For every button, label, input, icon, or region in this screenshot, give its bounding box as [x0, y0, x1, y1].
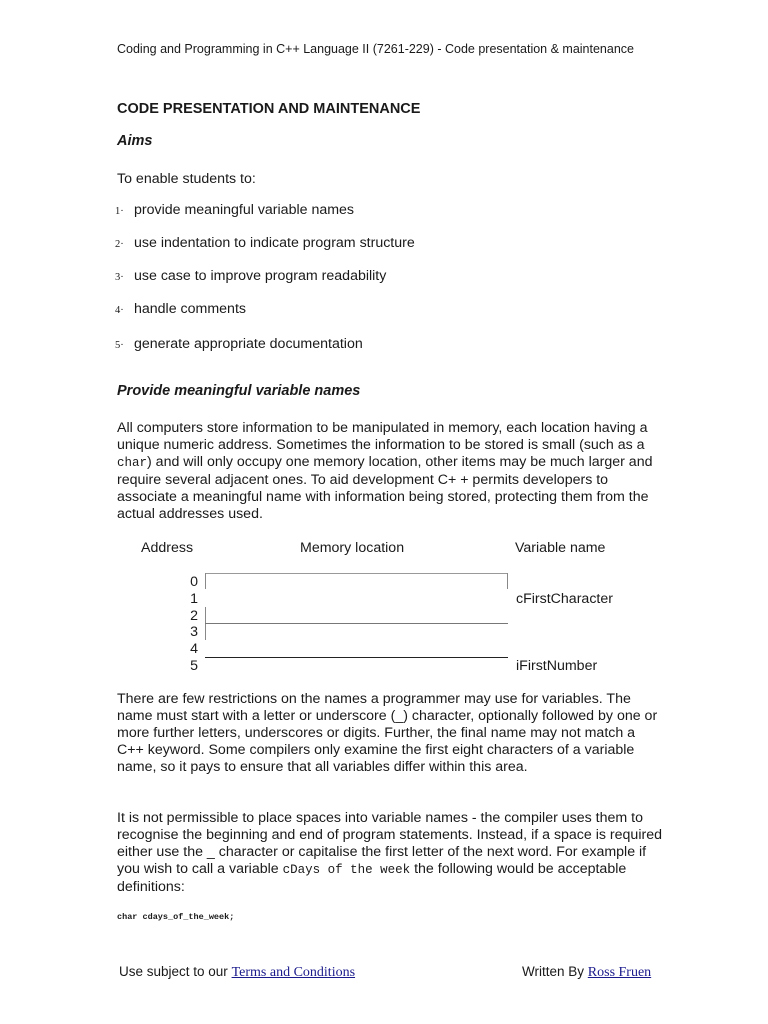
paragraph-text: It is not permissible to place spaces into variable names - the compiler uses them to recognise the beginning and end of program statements. Instead, if a space is required either use the _ character or capitalise the first letter of the next word. For example if you wish to call a variable [117, 810, 662, 877]
aim-number: 4· [115, 305, 124, 316]
aim-item-1 [115, 202, 354, 218]
paragraph-memory [117, 420, 662, 523]
aim-number: 5· [115, 340, 124, 351]
aim-item-5 [115, 336, 363, 352]
column-header-varname: Variable name [515, 540, 606, 556]
aim-text: use case to improve program readability [134, 268, 387, 284]
address-3: 3 [190, 624, 198, 640]
aim-item-2 [115, 235, 415, 251]
footer-written-by: Written By [522, 964, 585, 979]
address-5: 5 [190, 658, 198, 674]
page-header: Coding and Programming in C++ Language II (7261-229) - Code presentation & maintenance [117, 42, 634, 56]
column-header-memory: Memory location [300, 540, 405, 556]
address-0: 0 [190, 574, 198, 590]
inline-code: cDays of the week [282, 863, 411, 877]
column-header-address: Address [141, 540, 194, 556]
aim-number: 3· [115, 272, 124, 283]
aim-item-4 [115, 301, 246, 317]
section-heading: Provide meaningful variable names [117, 383, 361, 399]
memory-cell-top-border [205, 573, 508, 574]
address-1: 1 [190, 591, 198, 607]
footer-author [522, 964, 651, 981]
paragraph-restrictions: There are few restrictions on the names a programmer may use for variables. The name must start with a letter or underscore (_) character, optionally followed by one or more further letters, underscores or digits. Further, the final name may not match a C++ keyword. Some compilers only examine the first eight characters of a variable name, so it pays to ensure that all variables differ within this area. [117, 691, 658, 775]
inline-code: char [117, 456, 148, 470]
paragraph-text: ) and will only occupy one memory location, other items may be much larger and require several adjacent ones. To aid development C+ + permits developers to associate a meaningful name with information being stored, protecting them from the actual addresses used. [117, 454, 653, 522]
aim-text: provide meaningful variable names [134, 202, 355, 218]
aim-text: generate appropriate documentation [134, 336, 363, 352]
memory-cell-left-border [205, 573, 206, 589]
terms-link[interactable]: Terms and Conditions [231, 965, 356, 980]
address-2: 2 [190, 608, 198, 624]
code-example: char cdays_of_the_week; [117, 912, 235, 922]
aim-number: 1· [115, 206, 124, 217]
aim-number: 2· [115, 239, 124, 250]
aim-text: handle comments [134, 301, 246, 317]
memory-cell-divider [205, 623, 508, 624]
footer-use-text: Use subject to our [119, 964, 228, 979]
intro-text: To enable students to: [117, 171, 256, 187]
paragraph-spaces [117, 810, 662, 896]
paragraph-text: All computers store information to be manipulated in memory, each location having a unique numeric address. Sometimes the information to be stored is small (such as a [117, 420, 648, 453]
memory-cell-right-border [507, 573, 508, 589]
aims-heading: Aims [117, 133, 153, 149]
memory-cell-bottom-border [205, 657, 508, 658]
author-link[interactable]: Ross Fruen [587, 965, 652, 980]
footer-terms [119, 964, 355, 981]
page-title: CODE PRESENTATION AND MAINTENANCE [117, 101, 421, 117]
aim-text: use indentation to indicate program structure [134, 235, 415, 251]
paragraph-text: the following would be acceptable definitions: [117, 861, 627, 895]
variable-label-number: iFirstNumber [516, 658, 598, 674]
variable-label-char: cFirstCharacter [516, 591, 613, 607]
address-4: 4 [190, 641, 198, 657]
aim-item-3 [115, 268, 386, 284]
